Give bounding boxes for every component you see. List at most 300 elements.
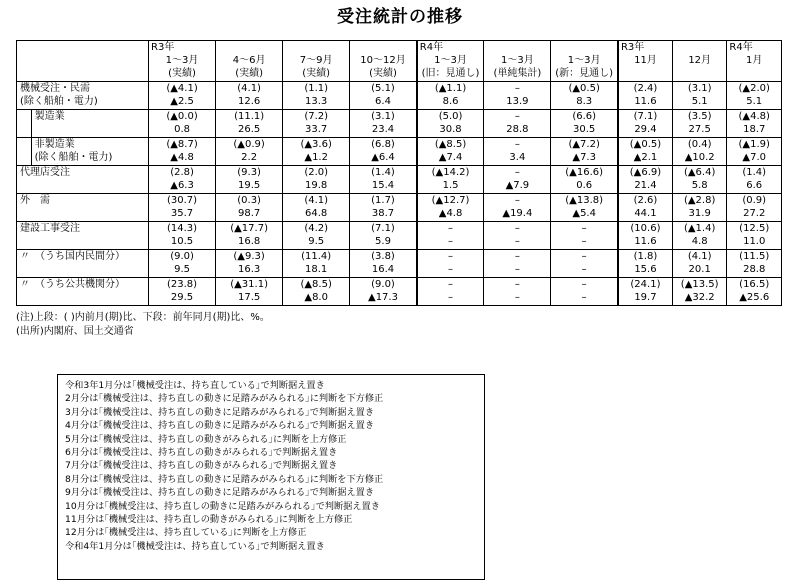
- change-prev-period: (3.5): [687, 111, 712, 122]
- column-header: [618, 41, 672, 82]
- change-prev-period: (▲9.3): [233, 251, 265, 262]
- value-cell: [216, 138, 283, 166]
- change-prev-period: –: [514, 223, 520, 234]
- change-prev-year: 8.3: [576, 96, 593, 107]
- value-cell: [484, 110, 551, 138]
- change-prev-period: (9.0): [371, 279, 395, 290]
- value-cell: [727, 250, 782, 278]
- change-prev-year: ▲7.9: [505, 180, 530, 191]
- header-period: [673, 67, 726, 80]
- value-cell: [149, 194, 216, 222]
- change-prev-period: (▲14.2): [431, 167, 470, 178]
- value-cell: [149, 138, 216, 166]
- header-period: 10～12月: [360, 55, 406, 66]
- change-prev-period: (1.1): [304, 83, 329, 94]
- value-cell: [149, 222, 216, 250]
- column-header: [417, 41, 484, 82]
- change-prev-period: (4.2): [304, 223, 329, 234]
- change-prev-period: (10.6): [630, 223, 661, 234]
- orders-statistics-table: [16, 40, 782, 306]
- value-cell: [283, 222, 350, 250]
- change-prev-year: 13.9: [506, 96, 529, 107]
- change-prev-period: (▲2.0): [738, 83, 770, 94]
- change-prev-year: 2.2: [241, 152, 258, 163]
- value-cell: [672, 82, 726, 110]
- change-prev-year: 17.5: [237, 292, 261, 303]
- change-prev-year: ▲2.1: [633, 152, 658, 163]
- value-cell: [484, 278, 551, 306]
- value-cell: [417, 166, 484, 194]
- row-label-note: (除く船舶・電力): [34, 152, 113, 163]
- change-prev-year: 64.8: [305, 208, 328, 219]
- change-prev-year: 28.8: [506, 124, 529, 135]
- row-label: [17, 166, 149, 194]
- change-prev-period: (1.7): [371, 195, 395, 206]
- change-prev-year: ▲6.4: [371, 152, 395, 163]
- value-cell: [350, 222, 417, 250]
- value-cell: [551, 194, 618, 222]
- column-header: [283, 41, 350, 82]
- row-label-main: 機械受注・民需: [20, 83, 90, 94]
- row-label: [17, 250, 149, 278]
- change-prev-year: ▲1.2: [304, 152, 328, 163]
- column-header: [350, 41, 417, 82]
- value-cell: [618, 222, 672, 250]
- change-prev-period: –: [514, 139, 520, 150]
- change-prev-year: 29.5: [170, 292, 194, 303]
- change-prev-period: (4.1): [237, 83, 261, 94]
- value-cell: [551, 82, 618, 110]
- header-period: 1月: [746, 55, 763, 66]
- value-cell: [672, 166, 726, 194]
- change-prev-year: ▲19.4: [502, 208, 533, 219]
- change-prev-period: (3.8): [371, 251, 395, 262]
- value-cell: [417, 138, 484, 166]
- value-cell: [484, 194, 551, 222]
- change-prev-year: 11.6: [634, 236, 657, 247]
- value-cell: [618, 166, 672, 194]
- change-prev-period: (▲2.8): [683, 195, 716, 206]
- change-prev-year: ▲5.4: [572, 208, 596, 219]
- header-period: 1～3月: [434, 55, 467, 66]
- row-label-main: 建設工事受注: [20, 223, 80, 234]
- column-header: [727, 41, 782, 82]
- judgment-line: 4月分は｢機械受注は、持ち直しの動きに足踏みがみられる｣で判断据え置き: [65, 420, 375, 432]
- change-prev-period: (▲8.5): [300, 279, 332, 290]
- change-prev-period: (5.0): [438, 111, 463, 122]
- row-label-note: [20, 235, 145, 248]
- change-prev-year: 18.7: [743, 124, 766, 135]
- change-prev-year: 9.5: [174, 264, 190, 275]
- change-prev-period: (1.4): [371, 167, 395, 178]
- value-cell: [727, 82, 782, 110]
- header-period: (新：見通し): [555, 68, 614, 79]
- change-prev-year: 16.4: [371, 264, 395, 275]
- change-prev-year: –: [448, 264, 454, 275]
- change-prev-year: ▲6.3: [170, 180, 194, 191]
- change-prev-year: ▲7.4: [438, 152, 463, 163]
- change-prev-period: (▲3.6): [300, 139, 332, 150]
- value-cell: [672, 138, 726, 166]
- change-prev-year: 13.3: [305, 96, 328, 107]
- value-cell: [618, 250, 672, 278]
- change-prev-year: 16.3: [237, 264, 261, 275]
- change-prev-year: 19.8: [305, 180, 328, 191]
- change-prev-year: ▲25.6: [739, 292, 770, 303]
- row-label-note: [20, 291, 145, 304]
- change-prev-year: 0.8: [174, 124, 190, 135]
- change-prev-period: (6.6): [572, 111, 597, 122]
- change-prev-year: 9.5: [308, 236, 325, 247]
- header-period: 7～9月: [299, 55, 333, 66]
- change-prev-period: (▲1.9): [738, 139, 770, 150]
- change-prev-period: (7.1): [371, 223, 395, 234]
- row-label-main: 製造業: [34, 111, 65, 122]
- change-prev-period: –: [514, 195, 520, 206]
- value-cell: [618, 138, 672, 166]
- value-cell: [727, 222, 782, 250]
- row-label-note: (除く船舶・電力): [20, 96, 98, 107]
- column-header: [216, 41, 283, 82]
- value-cell: [149, 110, 216, 138]
- change-prev-year: –: [581, 264, 587, 275]
- change-prev-period: (▲0.0): [166, 111, 198, 122]
- change-prev-year: ▲4.8: [438, 208, 463, 219]
- value-cell: [551, 222, 618, 250]
- judgment-history-box: [57, 374, 485, 580]
- change-prev-year: 26.5: [237, 124, 261, 135]
- change-prev-year: 6.4: [375, 96, 391, 107]
- value-cell: [417, 194, 484, 222]
- judgment-line: 6月分は｢機械受注は、持ち直しの動きがみられる｣で判断据え置き: [65, 447, 338, 459]
- value-cell: [417, 82, 484, 110]
- row-label: [17, 82, 149, 110]
- judgment-line: 10月分は｢機械受注は、持ち直しの動きに足踏みがみられる｣で判断据え置き: [65, 500, 380, 512]
- value-cell: [216, 82, 283, 110]
- value-cell: [484, 166, 551, 194]
- change-prev-period: (▲0.5): [629, 139, 662, 150]
- change-prev-year: –: [514, 264, 520, 275]
- change-prev-period: (4.1): [304, 195, 329, 206]
- change-prev-period: (12.5): [739, 223, 770, 234]
- change-prev-period: (▲8.5): [434, 139, 467, 150]
- header-period: 1～3月: [500, 55, 534, 66]
- table-row: [17, 194, 782, 222]
- value-cell: [551, 166, 618, 194]
- value-cell: [216, 166, 283, 194]
- change-prev-period: (▲1.4): [683, 223, 716, 234]
- value-cell: [417, 278, 484, 306]
- change-prev-period: (11.4): [301, 251, 332, 262]
- change-prev-period: (2.0): [304, 167, 329, 178]
- value-cell: [216, 278, 283, 306]
- header-period: [727, 67, 781, 80]
- value-cell: [672, 110, 726, 138]
- header-year: R3年: [151, 42, 175, 53]
- change-prev-year: 27.2: [743, 208, 766, 219]
- change-prev-year: 5.8: [691, 180, 708, 191]
- change-prev-year: ▲17.3: [368, 292, 398, 303]
- table-row: [17, 138, 782, 166]
- change-prev-year: ▲10.2: [684, 152, 715, 163]
- change-prev-period: (1.4): [742, 167, 767, 178]
- value-cell: [727, 166, 782, 194]
- change-prev-year: 11.6: [634, 96, 657, 107]
- change-prev-year: 3.4: [509, 152, 526, 163]
- judgment-line: 9月分は｢機械受注は、持ち直しの動きに足踏みがみられる｣で判断据え置き: [65, 487, 375, 499]
- change-prev-year: 35.7: [170, 208, 194, 219]
- value-cell: [727, 138, 782, 166]
- change-prev-year: 18.1: [305, 264, 328, 275]
- change-prev-period: (11.1): [234, 111, 265, 122]
- judgment-line: 7月分は｢機械受注は、持ち直しの動きがみられる｣で判断据え置き: [65, 460, 338, 472]
- change-prev-year: ▲2.5: [170, 96, 194, 107]
- header-year: [350, 41, 416, 54]
- header-year: [216, 41, 282, 54]
- row-label-note: [20, 263, 145, 276]
- value-cell: [417, 222, 484, 250]
- row-label-main: 〃 （うち公共機関分）: [20, 279, 125, 290]
- change-prev-period: (9.0): [170, 251, 194, 262]
- change-prev-year: 5.9: [375, 236, 391, 247]
- change-prev-period: –: [514, 111, 520, 122]
- change-prev-period: (▲8.7): [166, 139, 198, 150]
- change-prev-year: 5.1: [746, 96, 763, 107]
- row-label-main: 〃 （うち国内民間分）: [20, 251, 125, 262]
- header-period: 1～3月: [567, 55, 601, 66]
- column-header: [672, 41, 726, 82]
- header-period: 11月: [634, 55, 657, 66]
- value-cell: [672, 194, 726, 222]
- value-cell: [149, 250, 216, 278]
- value-cell: [672, 222, 726, 250]
- column-header: [551, 41, 618, 82]
- column-header: [149, 41, 216, 82]
- change-prev-year: 15.6: [634, 264, 657, 275]
- change-prev-year: ▲8.0: [304, 292, 328, 303]
- change-prev-year: 15.4: [371, 180, 395, 191]
- value-cell: [216, 250, 283, 278]
- row-label-note: [20, 207, 145, 220]
- change-prev-period: (23.8): [167, 279, 198, 290]
- change-prev-period: (▲7.2): [568, 139, 600, 150]
- header-year: [551, 41, 617, 54]
- row-indent: [17, 110, 32, 138]
- value-cell: [417, 110, 484, 138]
- change-prev-period: (▲13.5): [680, 279, 719, 290]
- row-label-note: [20, 179, 145, 192]
- value-cell: [618, 278, 672, 306]
- change-prev-year: 31.9: [688, 208, 711, 219]
- value-cell: [350, 250, 417, 278]
- page-title: 受注統計の推移: [337, 7, 463, 27]
- value-cell: [283, 194, 350, 222]
- value-cell: [417, 250, 484, 278]
- table-source: (出所)内閣府、国土交通省: [16, 326, 134, 337]
- change-prev-period: (▲0.9): [233, 139, 265, 150]
- row-label-main: 外 需: [20, 195, 50, 206]
- value-cell: [350, 166, 417, 194]
- change-prev-year: –: [448, 292, 454, 303]
- value-cell: [551, 110, 618, 138]
- value-cell: [216, 222, 283, 250]
- table-row: [17, 250, 782, 278]
- header-year: [283, 41, 349, 54]
- value-cell: [216, 110, 283, 138]
- change-prev-period: (2.8): [170, 167, 194, 178]
- change-prev-period: –: [448, 279, 454, 290]
- judgment-line: 令和4年1月分は｢機械受注は、持ち直している｣で判断据え置き: [65, 540, 325, 552]
- value-cell: [551, 138, 618, 166]
- column-header: [484, 41, 551, 82]
- change-prev-period: (▲16.6): [565, 167, 604, 178]
- change-prev-period: (6.8): [371, 139, 395, 150]
- header-period: (旧：見通し): [421, 68, 480, 79]
- header-period: (実績): [369, 68, 397, 79]
- value-cell: [283, 110, 350, 138]
- judgment-line: 11月分は｢機械受注は、持ち直しの動きがみられる｣に判断を上方修正: [65, 514, 353, 526]
- table-row: [17, 82, 782, 110]
- table-row: [17, 110, 782, 138]
- value-cell: [350, 194, 417, 222]
- change-prev-period: (0.3): [237, 195, 261, 206]
- value-cell: [551, 250, 618, 278]
- change-prev-period: (4.1): [687, 251, 712, 262]
- change-prev-year: 8.6: [442, 96, 459, 107]
- change-prev-year: 19.5: [237, 180, 261, 191]
- change-prev-year: 11.0: [743, 236, 766, 247]
- value-cell: [727, 110, 782, 138]
- change-prev-period: –: [514, 251, 520, 262]
- header-year: R4年: [419, 42, 444, 53]
- row-label: [17, 278, 149, 306]
- change-prev-year: –: [581, 292, 587, 303]
- value-cell: [283, 138, 350, 166]
- change-prev-period: (▲4.1): [166, 83, 198, 94]
- header-period: (実績): [235, 68, 264, 79]
- change-prev-period: (7.1): [633, 111, 658, 122]
- row-label-main: 非製造業: [34, 139, 75, 150]
- judgment-line: 8月分は｢機械受注は、持ち直しの動きに足踏みがみられる｣に判断を下方修正: [65, 473, 384, 485]
- value-cell: [350, 138, 417, 166]
- row-label: [17, 222, 149, 250]
- change-prev-year: 28.8: [743, 264, 766, 275]
- value-cell: [727, 278, 782, 306]
- header-period: 1～3月: [165, 55, 199, 66]
- judgment-line: 2月分は｢機械受注は、持ち直しの動きに足踏みがみられる｣に判断を下方修正: [65, 393, 384, 405]
- header-corner: [17, 41, 149, 82]
- change-prev-period: (▲1.1): [434, 83, 467, 94]
- change-prev-period: (14.3): [167, 223, 198, 234]
- change-prev-period: –: [448, 223, 454, 234]
- header-period: (単純集計): [493, 68, 542, 79]
- change-prev-year: 4.8: [691, 236, 708, 247]
- header-period: [619, 67, 672, 80]
- change-prev-period: (30.7): [167, 195, 198, 206]
- value-cell: [149, 278, 216, 306]
- change-prev-year: 30.8: [439, 124, 462, 135]
- judgment-line: 3月分は｢機械受注は、持ち直しの動きに足踏みがみられる｣で判断据え置き: [65, 406, 375, 418]
- value-cell: [618, 82, 672, 110]
- change-prev-year: 1.5: [442, 180, 459, 191]
- change-prev-year: 0.6: [576, 180, 593, 191]
- value-cell: [283, 82, 350, 110]
- value-cell: [484, 222, 551, 250]
- change-prev-year: 98.7: [237, 208, 261, 219]
- header-period: 4～6月: [232, 55, 266, 66]
- change-prev-year: 33.7: [305, 124, 328, 135]
- change-prev-period: (0.4): [687, 139, 712, 150]
- change-prev-period: (▲31.1): [230, 279, 268, 290]
- change-prev-year: ▲7.0: [742, 152, 766, 163]
- change-prev-year: 23.4: [371, 124, 395, 135]
- value-cell: [149, 166, 216, 194]
- change-prev-year: 16.8: [237, 236, 261, 247]
- change-prev-period: (3.1): [687, 83, 712, 94]
- row-label: [31, 138, 148, 166]
- change-prev-period: (7.2): [304, 111, 329, 122]
- row-label-main: 代理店受注: [20, 167, 70, 178]
- change-prev-period: (▲4.8): [738, 111, 770, 122]
- value-cell: [727, 194, 782, 222]
- change-prev-year: 20.1: [688, 264, 711, 275]
- value-cell: [618, 110, 672, 138]
- change-prev-year: 12.6: [237, 96, 261, 107]
- change-prev-period: (1.8): [633, 251, 658, 262]
- change-prev-period: –: [581, 251, 587, 262]
- value-cell: [484, 82, 551, 110]
- header-year: [673, 41, 726, 54]
- row-indent: [17, 138, 32, 166]
- change-prev-period: –: [581, 279, 587, 290]
- change-prev-period: (3.1): [371, 111, 395, 122]
- header-year: R4年: [729, 42, 753, 53]
- change-prev-year: 10.5: [170, 236, 194, 247]
- value-cell: [350, 110, 417, 138]
- value-cell: [484, 138, 551, 166]
- change-prev-period: –: [581, 223, 587, 234]
- judgment-line: 5月分は｢機械受注は、持ち直しの動きがみられる｣に判断を上方修正: [65, 433, 347, 445]
- value-cell: [283, 278, 350, 306]
- change-prev-year: 38.7: [371, 208, 395, 219]
- row-label: [17, 194, 149, 222]
- change-prev-period: (11.5): [739, 251, 770, 262]
- value-cell: [216, 194, 283, 222]
- change-prev-period: (24.1): [630, 279, 661, 290]
- change-prev-period: (9.3): [237, 167, 261, 178]
- change-prev-year: –: [514, 292, 520, 303]
- table-row: [17, 278, 782, 306]
- header-period: (実績): [302, 68, 331, 79]
- value-cell: [672, 250, 726, 278]
- change-prev-year: 27.5: [688, 124, 711, 135]
- change-prev-year: ▲4.8: [170, 152, 194, 163]
- change-prev-year: –: [448, 236, 454, 247]
- change-prev-period: (▲12.7): [431, 195, 470, 206]
- change-prev-period: (16.5): [739, 279, 770, 290]
- change-prev-period: –: [514, 167, 520, 178]
- judgment-line: 令和3年1月分は｢機械受注は、持ち直している｣で判断据え置き: [65, 380, 325, 391]
- table-note: (注)上段：( )内前月(期)比、下段：前年同月(期)比、%。: [16, 312, 270, 323]
- change-prev-period: (▲0.5): [568, 83, 600, 94]
- value-cell: [350, 82, 417, 110]
- change-prev-period: –: [514, 83, 520, 94]
- change-prev-year: 6.6: [746, 180, 763, 191]
- change-prev-period: (2.4): [633, 83, 658, 94]
- value-cell: [484, 250, 551, 278]
- value-cell: [283, 250, 350, 278]
- change-prev-period: (▲17.7): [230, 223, 268, 234]
